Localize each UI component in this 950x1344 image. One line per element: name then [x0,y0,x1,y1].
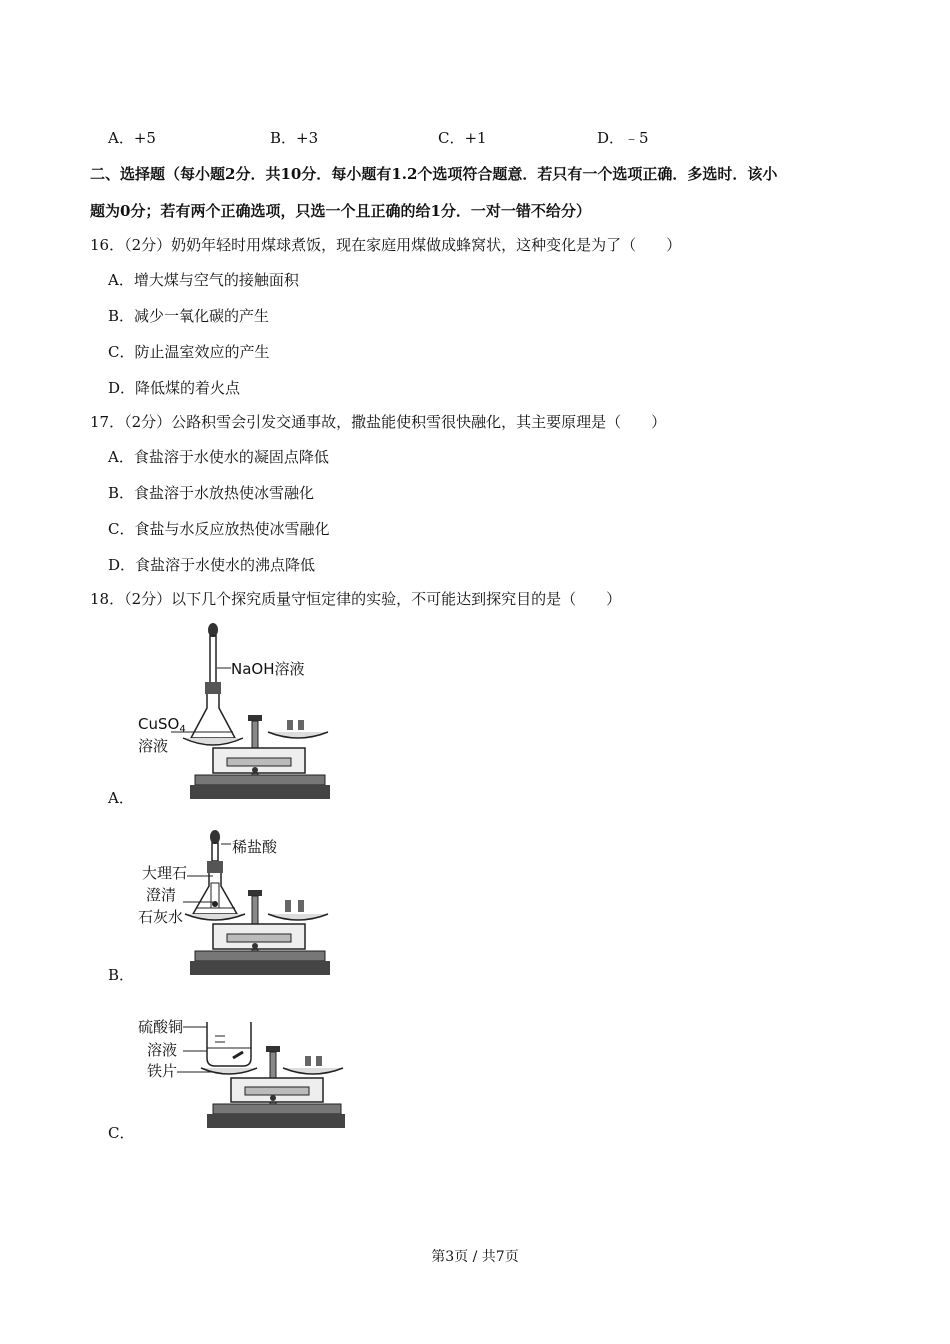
prev-option-a: A．+5 [108,129,156,147]
figure-b-balance-flask [135,828,335,983]
question-17-option-c: C．食盐与水反应放热使冰雪融化 [108,520,330,538]
label-clear: 澄清 [146,886,177,904]
label-solution-c: 溶液 [147,1041,178,1059]
section-heading-line2: 题为0分；若有两个正确选项，只选一个且正确的给1分．一对一错不给分） [90,202,591,220]
question-16-option-b: B．减少一氧化碳的产生 [108,307,270,325]
prev-option-b: B．+3 [270,129,319,147]
question-18-stem: 18．（2分）以下几个探究质量守恒定律的实验，不可能达到探究目的是（ ） [90,590,622,608]
label-limewater: 石灰水 [138,908,184,926]
question-16-option-c: C．防止温室效应的产生 [108,343,270,361]
page-footer: 第3页 / 共7页 [431,1249,519,1265]
question-18-option-c: C． [108,1124,135,1142]
label-solution: 溶液 [138,737,169,755]
figure-a-balance-flask [135,620,335,805]
prev-option-d: D．﹣5 [597,129,649,147]
prev-option-c: C．+1 [438,129,487,147]
question-17-option-d: D．食盐溶于水使水的沸点降低 [108,556,316,574]
question-18-option-a: A． [108,789,134,807]
question-17-option-a: A．食盐溶于水使水的凝固点降低 [108,448,329,466]
prev-options-row [0,127,950,147]
question-17-option-b: B．食盐溶于水放热使冰雪融化 [108,484,315,502]
question-16-option-a: A．增大煤与空气的接触面积 [108,271,299,289]
label-cuso4: CuSO$_4$ [138,715,186,735]
question-18-option-b: B． [108,966,135,984]
question-17-stem: 17．（2分）公路积雪会引发交通事故，撒盐能使积雪很快融化，其主要原理是（ ） [90,413,667,431]
label-acid: 稀盐酸 [232,838,278,856]
question-16-stem: 16．（2分）奶奶年轻时用煤球煮饭，现在家庭用煤做成蜂窝状，这种变化是为了（ ） [90,236,682,254]
figure-c-balance-beaker [135,1010,350,1140]
label-marble: 大理石 [142,864,188,882]
label-naoh: NaOH溶液 [231,660,305,678]
label-iron: 铁片 [147,1062,178,1080]
label-cuso4-c: 硫酸铜 [138,1018,184,1036]
section-heading-line1: 二、选择题（每小题2分．共10分．每小题有1.2个选项符合题意．若只有一个选项正确．多选时．该小 [90,165,778,183]
question-16-option-d: D．降低煤的着火点 [108,379,241,397]
